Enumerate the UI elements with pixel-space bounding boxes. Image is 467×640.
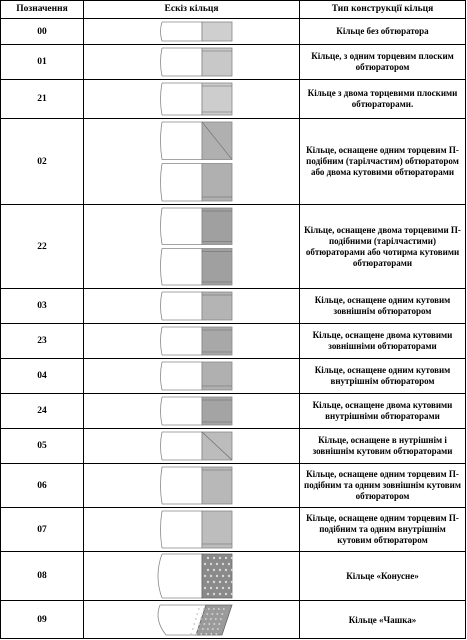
row-code: 00 [37, 26, 47, 37]
table-row [1, 464, 465, 508]
row-code: 09 [37, 615, 47, 625]
table-row [1, 289, 465, 324]
row-code: 05 [37, 441, 47, 451]
row-description: Кільце, оснащене двома кутовими внутрішніми обтюраторами [312, 400, 453, 421]
row-code: 01 [37, 57, 47, 67]
row-description: Кільце, оснащене одним торцевим П-подібним та одним внутрішнім кутовим обтюратором [306, 513, 459, 545]
ring-sketch [84, 601, 299, 639]
ring-sketch [84, 119, 299, 204]
ring-sketch-drawing [84, 324, 299, 358]
row-code: 03 [37, 301, 47, 311]
ring-sketch [84, 289, 299, 323]
header-code: Позначення [16, 4, 68, 14]
table-row [1, 552, 465, 601]
row-description: Кільце без обтюратора [336, 26, 429, 36]
ring-sketch [84, 324, 299, 358]
row-description: Кільце, оснащене двома кутовими зовнішніми обтюраторами [312, 330, 453, 351]
ring-sketch [84, 80, 299, 118]
row-description: Кільце, оснащене одним кутовим зовнішнім обтюратором [314, 295, 451, 316]
table-row [1, 394, 465, 429]
ring-sketch [84, 359, 299, 393]
ring-sketch [84, 205, 299, 288]
ring-sketch-drawing [84, 359, 299, 393]
ring-sketch [84, 394, 299, 428]
table-row [1, 19, 465, 45]
row-code: 07 [37, 524, 47, 535]
row-description: Кільце, оснащене одним торцевим П-подібним та одним зовнішнім кутовим обтюратором [304, 469, 461, 501]
row-description: Кільце, з одним торцевим плоским обтюратором [311, 51, 454, 72]
table-row [1, 429, 465, 464]
header-type: Тип конструкції кільця [331, 4, 434, 14]
table-row [1, 119, 465, 205]
ring-sketch-drawing [84, 464, 299, 507]
row-code: 24 [37, 406, 47, 416]
ring-sketch [84, 19, 299, 44]
table-row [1, 205, 465, 289]
ring-sketch [84, 45, 299, 79]
row-code: 08 [37, 571, 47, 581]
row-code: 22 [37, 241, 47, 252]
row-description: Кільце «Чашка» [348, 614, 417, 625]
table-row [1, 601, 465, 639]
ring-sketch-drawing [84, 80, 299, 118]
row-description: Кільце «Конусне» [346, 570, 419, 581]
row-description: Кільце, оснащене одним торцевим П-подібним (тарілчастим) обтюратором або двома кутовими обтюраторами [306, 145, 459, 177]
ring-sketch [84, 552, 299, 600]
row-description: Кільце, оснащене двома торцевими П-подібними (тарілчастими) обтюраторами або чотирма кутовими обтюраторами [304, 224, 461, 268]
table-row [1, 45, 465, 80]
ring-sketch-drawing [84, 119, 299, 204]
ring-sketch-drawing [84, 289, 299, 323]
ring-sketch [84, 429, 299, 463]
row-description: Кільце, оснащене в нутрішнім і зовнішнім кутовим обтюраторами [312, 435, 453, 456]
table-row [1, 508, 465, 552]
table-row [1, 359, 465, 394]
ring-sketch-drawing [84, 45, 299, 79]
row-code: 21 [37, 94, 47, 104]
ring-sketch-drawing [84, 19, 299, 44]
row-code: 04 [37, 371, 47, 381]
ring-sketch-drawing [84, 601, 299, 639]
row-code: 02 [37, 156, 47, 167]
ring-sketch-drawing [84, 394, 299, 428]
ring-sketch [84, 508, 299, 551]
table-row [1, 80, 465, 119]
header-sketch: Ескіз кільця [164, 4, 219, 14]
ring-sketch [84, 464, 299, 507]
ring-sketch-drawing [84, 205, 299, 288]
row-code: 23 [37, 336, 47, 346]
ring-sketch-drawing [84, 508, 299, 551]
ring-sketch-drawing [84, 429, 299, 463]
table-row [1, 324, 465, 359]
row-description: Кільце з двома торцевими плоскими обтюраторами. [307, 88, 458, 109]
row-code: 06 [37, 480, 47, 491]
table-header [1, 1, 465, 19]
ring-sketch-drawing [84, 552, 299, 600]
row-description: Кільце, оснащене одним кутовим внутрішнім обтюратором [314, 365, 451, 386]
